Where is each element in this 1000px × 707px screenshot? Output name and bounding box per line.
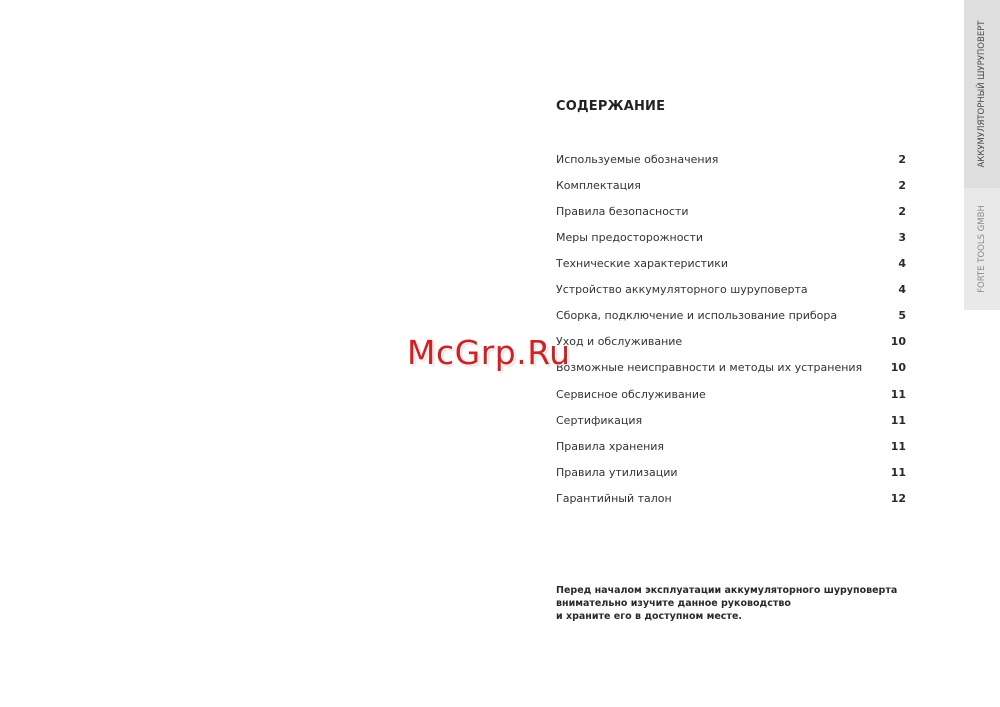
toc-item-label: Технические характеристики xyxy=(556,257,729,270)
toc-item[interactable] xyxy=(556,490,906,510)
watermark: McGrp.Ru xyxy=(407,333,571,372)
toc-item-page: 2 xyxy=(898,179,906,192)
toc-item-label: Правила хранения xyxy=(556,440,665,453)
toc-item-label: Сервисное обслуживание xyxy=(556,388,706,401)
usage-note-line: внимательно изучите данное руководство xyxy=(556,598,791,609)
toc-item[interactable] xyxy=(556,255,906,275)
toc-item-page: 2 xyxy=(898,153,906,166)
toc-item[interactable] xyxy=(556,151,906,171)
toc-item-label: Уход и обслуживание xyxy=(556,335,683,348)
toc-item[interactable] xyxy=(556,438,906,458)
toc-item-page: 11 xyxy=(890,388,906,401)
side-tab-product xyxy=(964,0,1000,188)
toc-item-page: 2 xyxy=(898,205,906,218)
toc-item-label: Сертификация xyxy=(556,414,643,427)
toc-item-label: Правила безопасности xyxy=(556,205,689,218)
toc-item[interactable] xyxy=(556,464,906,484)
usage-note xyxy=(556,584,897,623)
toc-item[interactable] xyxy=(556,386,906,406)
usage-note-line: Перед началом эксплуатации аккумуляторного шуруповерта xyxy=(556,585,898,596)
toc-item[interactable] xyxy=(556,333,906,353)
toc-item[interactable] xyxy=(556,359,906,379)
toc-item-label: Правила утилизации xyxy=(556,466,678,479)
toc-item-label: Возможные неисправности и методы их устранения xyxy=(556,361,863,374)
toc-item-page: 11 xyxy=(890,414,906,427)
toc-item-page: 3 xyxy=(898,231,906,244)
toc-item[interactable] xyxy=(556,177,906,197)
toc-item[interactable] xyxy=(556,307,906,327)
toc-item[interactable] xyxy=(556,203,906,223)
toc-item-label: Меры предосторожности xyxy=(556,231,704,244)
toc-item-label: Используемые обозначения xyxy=(556,153,719,166)
toc-item-label: Гарантийный талон xyxy=(556,492,672,505)
toc-item-page: 4 xyxy=(898,257,906,270)
toc-item[interactable] xyxy=(556,412,906,432)
toc-item-page: 10 xyxy=(890,361,906,374)
toc-item-page: 11 xyxy=(890,440,906,453)
usage-note-line: и храните его в доступном месте. xyxy=(556,611,742,622)
toc-item-page: 5 xyxy=(898,309,906,322)
toc-item-page: 12 xyxy=(890,492,906,505)
toc-item-label: Устройство аккумуляторного шуруповерта xyxy=(556,283,808,296)
toc-item[interactable] xyxy=(556,229,906,249)
toc-item[interactable] xyxy=(556,281,906,301)
toc-item-page: 4 xyxy=(898,283,906,296)
toc-title: СОДЕРЖАНИЕ xyxy=(556,99,666,114)
toc-item-page: 11 xyxy=(890,466,906,479)
toc-item-label: Сборка, подключение и использование прибора xyxy=(556,309,838,322)
side-tab-product-label: АККУМУЛЯТОРНЫЙ ШУРУПОВЕРТ xyxy=(977,20,987,168)
side-tab-company-label: FORTE TOOLS GMBH xyxy=(977,205,987,293)
toc-item-page: 10 xyxy=(890,335,906,348)
side-tab-company xyxy=(964,188,1000,310)
toc-item-label: Комплектация xyxy=(556,179,641,192)
